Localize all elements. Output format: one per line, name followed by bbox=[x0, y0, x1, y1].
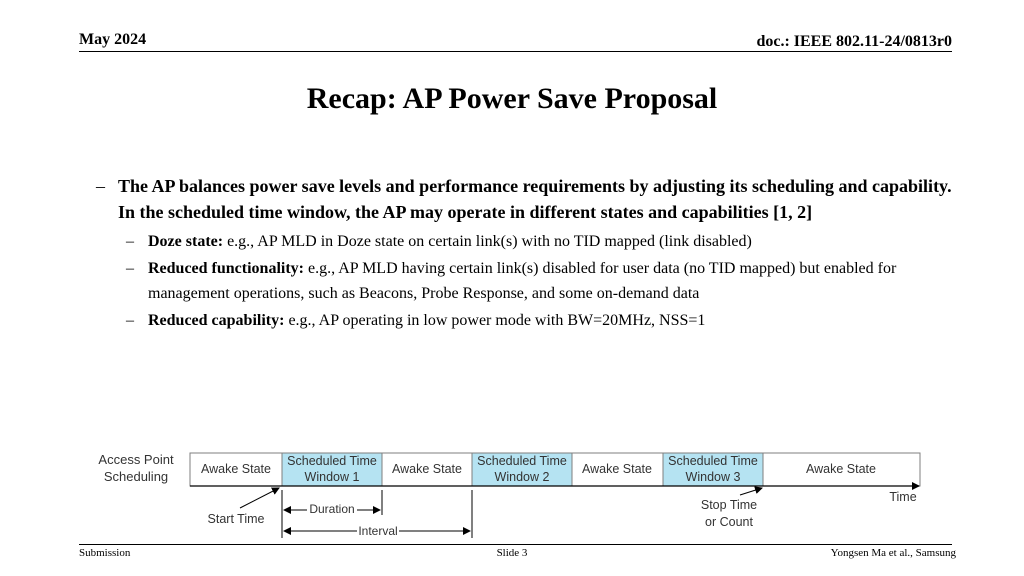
row-label-line2: Scheduling bbox=[103, 469, 169, 484]
slide-title: Recap: AP Power Save Proposal bbox=[306, 82, 718, 115]
main-bullet bbox=[96, 173, 956, 225]
stop-time-label-line1: Stop Time bbox=[700, 498, 758, 512]
sub-bullet-text: e.g., AP operating in low power mode with BW=20MHz, NSS=1 bbox=[284, 312, 706, 329]
bullet-dash: – bbox=[126, 260, 134, 277]
sub-bullet-term: Reduced capability: bbox=[148, 312, 285, 329]
awake-state-label: Awake State bbox=[582, 462, 652, 476]
sub-bullet-doze bbox=[126, 229, 956, 254]
footer-rule bbox=[79, 544, 952, 545]
duration-label: Duration bbox=[309, 502, 355, 516]
window-2-name: Window 2 bbox=[494, 470, 550, 484]
awake-state-label: Awake State bbox=[806, 462, 876, 476]
awake-state-label: Awake State bbox=[201, 462, 271, 476]
header-rule bbox=[79, 51, 952, 52]
sub-bullet-term: Doze state: bbox=[148, 233, 224, 250]
window-1-title: Scheduled Time bbox=[287, 454, 377, 468]
stop-time-label-line2: or Count bbox=[705, 515, 753, 529]
footer-authors: Yongsen Ma et al., Samsung bbox=[830, 547, 956, 559]
bullet-dash: – bbox=[126, 312, 134, 329]
footer-submission: Submission bbox=[79, 547, 131, 559]
sub-bullet-term: Reduced functionality: bbox=[148, 260, 304, 277]
stop-time-arrow bbox=[740, 488, 762, 495]
header-date: May 2024 bbox=[79, 31, 147, 48]
scheduling-timeline-diagram bbox=[0, 440, 1024, 550]
bullet-dash: – bbox=[126, 233, 134, 250]
main-bullet-text: The AP balances power save levels and performance requirements by adjusting its scheduling and capability. In the scheduled time window, the AP may operate in different states and capabilities [1, 2] bbox=[118, 176, 952, 222]
window-3-name: Window 3 bbox=[685, 470, 741, 484]
time-axis-label: Time bbox=[889, 490, 917, 504]
window-3-title: Scheduled Time bbox=[668, 454, 758, 468]
header-doc-id: doc.: IEEE 802.11-24/0813r0 bbox=[756, 33, 952, 50]
window-2-title: Scheduled Time bbox=[477, 454, 567, 468]
sub-bullet-text: e.g., AP MLD having certain link(s) disabled for user data (no TID mapped) but enabled for management operations, such as Beacons, Probe Response, and some on-demand data bbox=[148, 260, 897, 302]
footer-slide-number: Slide 3 bbox=[496, 547, 528, 559]
row-label-line1: Access Point bbox=[98, 452, 174, 467]
window-1-name: Window 1 bbox=[304, 470, 360, 484]
sub-bullet-reduced-capability bbox=[126, 308, 956, 333]
sub-bullet-reduced-functionality bbox=[126, 256, 956, 306]
bullet-dash: – bbox=[96, 176, 105, 196]
sub-bullet-list bbox=[96, 229, 956, 333]
sub-bullet-text: e.g., AP MLD in Doze state on certain link(s) with no TID mapped (link disabled) bbox=[223, 233, 752, 250]
start-time-label: Start Time bbox=[207, 512, 265, 526]
start-time-arrow bbox=[240, 488, 279, 508]
interval-label: Interval bbox=[358, 524, 398, 538]
bullet-list bbox=[96, 173, 956, 335]
awake-state-label: Awake State bbox=[392, 462, 462, 476]
